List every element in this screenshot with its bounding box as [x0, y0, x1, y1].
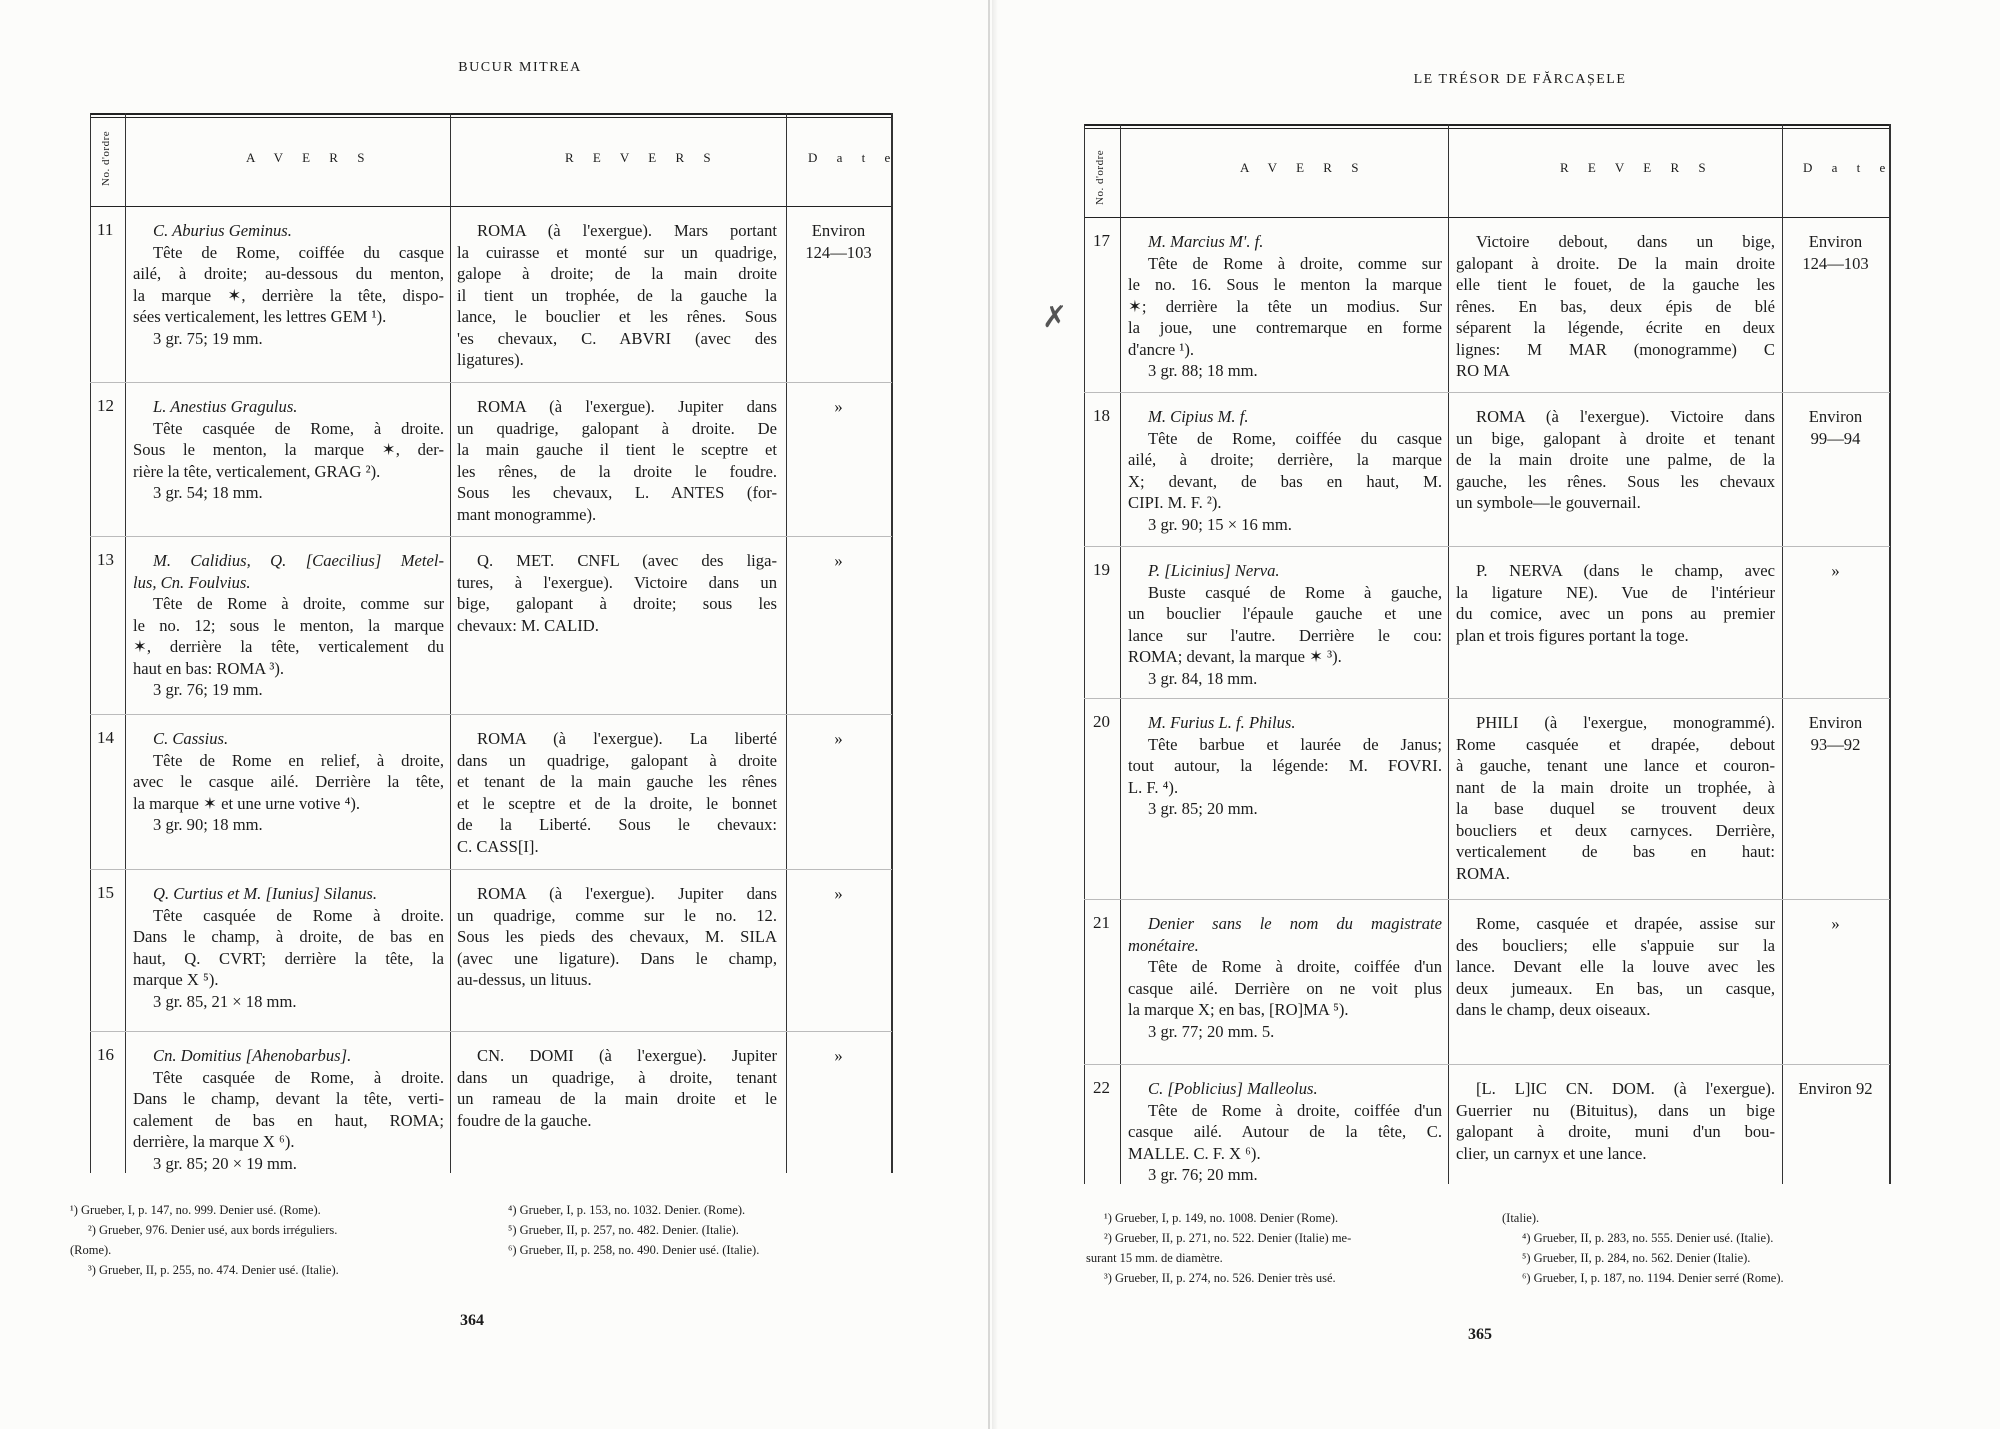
col-divider-no	[1120, 124, 1121, 1184]
footnote-line: ³) Grueber, II, p. 255, no. 474. Denier usé. (Italie).	[88, 1263, 339, 1277]
revers-cell	[457, 883, 777, 991]
avers-line: M. Furius L. f. Philus.	[1148, 713, 1296, 732]
avers-line: Tête de Rome à droite, coiffée d'un	[1148, 957, 1442, 976]
table-left-border	[90, 113, 91, 1173]
revers-line: galope à droite; de la main droite	[457, 264, 777, 283]
revers-line: Guerrier nu (Bituitus), dans un bige	[1456, 1100, 1775, 1120]
revers-line: boucliers et deux carnyces. Derrière,	[1456, 820, 1775, 840]
row-separator	[90, 869, 892, 870]
date-line: Environ	[811, 221, 866, 240]
row-separator	[1084, 1064, 1890, 1065]
revers-line: Victoire debout, dans un bige,	[1476, 232, 1775, 251]
avers-line: Denier sans le nom du magistrate	[1148, 914, 1442, 933]
revers-cell	[457, 220, 777, 371]
avers-line: haut en bas: ROMA ³).	[133, 658, 285, 678]
revers-line: un rameau de la main droite et le	[457, 1089, 777, 1108]
avers-line: Tête casquée de Rome à droite.	[153, 905, 444, 925]
avers-line: 3 gr. 90; 18 mm.	[153, 815, 263, 834]
column-header-date: D a t e	[808, 150, 899, 165]
row-separator	[1084, 392, 1890, 393]
avers-line: Sous le menton, la marque ✶, der-	[133, 440, 444, 459]
row-separator	[1084, 546, 1890, 547]
date-cell	[786, 220, 891, 263]
revers-line: ligatures).	[457, 350, 524, 369]
avers-line: ✶; derrière la tête un modius. Sur	[1128, 296, 1442, 316]
footnotes-right-col1	[1086, 1208, 1351, 1288]
revers-line: un quadrige, galopant à droite. De	[457, 418, 777, 438]
revers-line: et tenant de la main gauche les rênes	[457, 772, 777, 791]
revers-line: dans le champ, deux oiseaux.	[1456, 1000, 1651, 1019]
date-line: Environ	[1808, 232, 1863, 251]
revers-line: nant de la main droite un trophée, à	[1456, 777, 1775, 797]
footnote-line: ³) Grueber, II, p. 274, no. 526. Denier très usé.	[1104, 1271, 1336, 1285]
avers-line: lus, Cn. Foulvius.	[133, 572, 251, 592]
column-header-revers: R E V E R S	[1560, 160, 1714, 175]
footnote-line: ⁶) Grueber, I, p. 187, no. 1194. Denier serré (Rome).	[1522, 1271, 1784, 1285]
avers-line: monétaire.	[1128, 935, 1199, 955]
date-line: »	[1831, 914, 1840, 933]
avers-line: 3 gr. 85; 20 mm.	[1148, 799, 1258, 818]
avers-line: 3 gr. 76; 19 mm.	[153, 680, 263, 699]
revers-cell	[1456, 1078, 1775, 1164]
avers-line: la marque ✶, derrière la tête, dispo-	[133, 285, 444, 305]
revers-line: au-dessus, un lituus.	[457, 970, 592, 989]
date-line: »	[834, 1046, 843, 1065]
revers-cell	[457, 1045, 777, 1131]
revers-line: gauche, les rênes. Sous les chevaux	[1456, 471, 1775, 491]
row-number: 11	[97, 220, 114, 239]
avers-cell	[133, 1045, 444, 1174]
avers-cell	[133, 728, 444, 836]
date-line: »	[834, 884, 843, 903]
row-number: 17	[1093, 231, 1110, 250]
page-number: 365	[1468, 1326, 1492, 1343]
date-line: »	[834, 551, 843, 570]
avers-line: Tête de Rome, coiffée du casque	[1148, 428, 1442, 448]
table-top-rule-inner	[1084, 128, 1890, 129]
avers-line: ✶, derrière la tête, verticalement du	[133, 637, 444, 656]
avers-line: Dans le champ, devant la tête, verti-	[133, 1089, 444, 1108]
revers-cell	[1456, 231, 1775, 382]
revers-line: la cuirasse et monté sur un quadrige,	[457, 242, 777, 262]
col-divider-avers	[450, 113, 451, 1173]
revers-line: PHILI (à l'exergue, monogrammé).	[1476, 713, 1775, 732]
revers-line: Sous les chevaux, L. ANTES (for-	[457, 483, 777, 502]
avers-cell	[133, 220, 444, 349]
revers-line: deux jumeaux. En bas, un casque,	[1456, 978, 1775, 998]
revers-line: ROMA.	[1456, 863, 1510, 883]
page-number: 364	[460, 1312, 484, 1329]
row-separator	[90, 1031, 892, 1032]
avers-line: avec le casque ailé. Derrière la tête,	[133, 772, 444, 791]
date-cell	[1782, 1078, 1889, 1100]
revers-line: ROMA (à l'exergue). Victoire dans	[1476, 407, 1775, 426]
avers-cell	[133, 550, 444, 701]
revers-line: Rome casquée et drapée, debout	[1456, 734, 1775, 754]
pencil-margin-mark: ✗	[1042, 301, 1068, 334]
revers-cell	[457, 550, 777, 636]
avers-line: lance sur l'autre. Derrière le cou:	[1128, 625, 1442, 645]
revers-line: CN. DOMI (à l'exergue). Jupiter	[477, 1046, 777, 1065]
avers-line: tout autour, la légende: M. FOVRI.	[1128, 756, 1442, 775]
date-cell	[1782, 913, 1889, 935]
revers-line: ROMA (à l'exergue). La liberté	[477, 729, 777, 748]
revers-line: Sous les pieds des chevaux, M. SILA	[457, 927, 777, 946]
revers-line: à gauche, tenant une lance et couron-	[1456, 756, 1775, 775]
col-divider-revers	[786, 113, 787, 1173]
running-header: LE TRÉSOR DE FĂRCAȘELE	[1413, 72, 1627, 87]
row-number: 21	[1093, 913, 1110, 932]
table-top-rule-inner	[90, 117, 892, 118]
book-gutter-shadow	[992, 0, 998, 1429]
footnote-line: ⁵) Grueber, II, p. 257, no. 482. Denier. (Italie).	[508, 1223, 739, 1237]
date-line: Environ	[1808, 407, 1863, 426]
revers-cell	[1456, 560, 1775, 646]
avers-line: P. [Licinius] Nerva.	[1148, 561, 1280, 580]
date-line: »	[834, 397, 843, 416]
row-number: 19	[1093, 560, 1110, 579]
column-header-avers: A V E R S	[1240, 160, 1367, 175]
avers-cell	[1128, 913, 1442, 1042]
revers-line: un quadrige, comme sur le no. 12.	[457, 905, 777, 925]
avers-line: haut, Q. CVRT; derrière la tête, la	[133, 948, 444, 968]
avers-cell	[1128, 1078, 1442, 1186]
revers-line: la main gauche il tient le sceptre et	[457, 440, 777, 459]
revers-line: de la Liberté. Sous le chevaux:	[457, 815, 777, 834]
revers-line: galopant à droite, muni d'un bou-	[1456, 1122, 1775, 1141]
avers-line: 3 gr. 76; 20 mm.	[1148, 1165, 1258, 1184]
avers-line: sées verticalement, les lettres GEM ¹).	[133, 307, 387, 326]
avers-line: ROMA; devant, la marque ✶ ³).	[1128, 647, 1342, 666]
table-header-rule	[1084, 217, 1890, 218]
avers-line: Tête de Rome à droite, comme sur	[1148, 253, 1442, 273]
revers-line: RO MA	[1456, 361, 1510, 380]
row-separator	[1084, 698, 1890, 699]
date-line: 99—94	[1810, 428, 1861, 448]
date-line: Environ 92	[1798, 1079, 1873, 1098]
column-header-no: No. d'ordre	[100, 130, 112, 186]
date-cell	[786, 883, 891, 905]
avers-line: M. Cipius M. f.	[1148, 407, 1249, 426]
footnotes-left-col1	[70, 1200, 339, 1280]
table-right-border	[891, 113, 893, 1173]
revers-line: lignes: M MAR (monogramme) C	[1456, 339, 1775, 359]
avers-line: C. Cassius.	[153, 729, 229, 748]
date-line: 124—103	[805, 242, 872, 262]
footnote-line: (Rome).	[70, 1243, 112, 1257]
avers-line: X; devant, de bas en haut, M.	[1128, 471, 1442, 491]
revers-line: galopant à droite. De la main droite	[1456, 253, 1775, 273]
revers-line: elle tient le fouet, de la gauche les	[1456, 275, 1775, 294]
revers-line: P. NERVA (dans le champ, avec	[1476, 561, 1775, 580]
revers-line: dans un quadrige, galopant à droite	[457, 750, 777, 770]
date-line: 124—103	[1802, 253, 1869, 273]
row-separator	[90, 714, 892, 715]
revers-line: il tient un trophée, de la gauche la	[457, 285, 777, 305]
revers-line: un bige, galopant à droite et tenant	[1456, 428, 1775, 448]
row-separator	[90, 382, 892, 383]
revers-line: plan et trois figures portant la toge.	[1456, 625, 1689, 645]
avers-line: L. F. ⁴).	[1128, 777, 1179, 797]
revers-line: ROMA (à l'exergue). Jupiter dans	[477, 397, 777, 416]
table-top-rule	[1084, 124, 1890, 126]
date-line: »	[1831, 561, 1840, 580]
avers-line: Q. Curtius et M. [Iunius] Silanus.	[153, 884, 378, 903]
table-top-rule	[90, 113, 892, 115]
avers-line: Buste casqué de Rome à gauche,	[1148, 582, 1442, 602]
revers-line: de la main droite une palme, de la	[1456, 450, 1775, 469]
avers-line: casque ailé. Autour de la tête, C.	[1128, 1122, 1442, 1141]
date-line: »	[834, 729, 843, 748]
avers-cell	[133, 396, 444, 504]
avers-line: 3 gr. 77; 20 mm. 5.	[1148, 1021, 1275, 1041]
table-header-rule	[90, 206, 892, 207]
footnote-line: surant 15 mm. de diamètre.	[1086, 1251, 1223, 1265]
revers-cell	[457, 396, 777, 525]
avers-line: Tête de Rome, coiffée du casque	[153, 242, 444, 262]
avers-line: 3 gr. 75; 19 mm.	[153, 328, 263, 348]
avers-line: 3 gr. 90; 15 × 16 mm.	[1148, 514, 1292, 534]
date-cell	[1782, 712, 1889, 755]
avers-line: Tête casquée de Rome, à droite.	[153, 1067, 444, 1087]
avers-line: Dans le champ, à droite, de bas en	[133, 927, 444, 946]
revers-line: foudre de la gauche.	[457, 1110, 592, 1130]
footnote-line: ⁵) Grueber, II, p. 284, no. 562. Denier (Italie).	[1522, 1251, 1751, 1265]
row-number: 12	[97, 396, 114, 415]
row-number: 16	[97, 1045, 114, 1064]
revers-cell	[1456, 913, 1775, 1021]
avers-line: la joue, une contremarque en forme	[1128, 318, 1442, 337]
avers-line: le no. 16. Sous le menton la marque	[1128, 275, 1442, 294]
revers-line: [L. L]IC CN. DOM. (à l'exergue).	[1476, 1079, 1775, 1098]
col-divider-revers	[1782, 124, 1783, 1184]
revers-line: tures, à l'exergue). Victoire dans un	[457, 572, 777, 592]
avers-line: Tête de Rome à droite, coiffée d'un	[1148, 1100, 1442, 1120]
avers-line: 3 gr. 88; 18 mm.	[1148, 361, 1258, 380]
date-cell	[786, 1045, 891, 1067]
date-cell	[786, 396, 891, 418]
revers-line: les rênes, de la droite le foudre.	[457, 461, 777, 481]
footnote-line: ¹) Grueber, I, p. 149, no. 1008. Denier (Rome).	[1104, 1211, 1339, 1225]
revers-cell	[1456, 406, 1775, 514]
revers-line: clier, un carnyx et une lance.	[1456, 1143, 1647, 1163]
running-header: BUCUR MITREA	[458, 60, 582, 75]
revers-line: un symbole—le gouvernail.	[1456, 493, 1641, 512]
avers-line: MALLE. C. F. X ⁶).	[1128, 1143, 1261, 1163]
revers-line: lance. Devant elle la louve avec les	[1456, 957, 1775, 976]
revers-line: Rome, casquée et drapée, assise sur	[1476, 914, 1775, 933]
footnote-line: ²) Grueber, 976. Denier usé, aux bords irréguliers.	[88, 1223, 338, 1237]
avers-line: Tête casquée de Rome, à droite.	[153, 418, 444, 438]
avers-line: 3 gr. 85; 20 × 19 mm.	[153, 1153, 297, 1173]
row-number: 18	[1093, 406, 1110, 425]
footnote-line: ²) Grueber, II, p. 271, no. 522. Denier (Italie) me-	[1104, 1231, 1352, 1245]
avers-line: d'ancre ¹).	[1128, 339, 1195, 359]
footnote-line: ⁴) Grueber, I, p. 153, no. 1032. Denier. (Rome).	[508, 1203, 746, 1217]
avers-cell	[133, 883, 444, 1012]
revers-line: Q. MET. CNFL (avec des liga-	[477, 551, 777, 570]
avers-cell	[1128, 406, 1442, 535]
date-cell	[1782, 406, 1889, 449]
date-cell	[786, 728, 891, 750]
revers-line: rênes. En bas, deux épis de blé	[1456, 296, 1775, 316]
revers-line: ROMA (à l'exergue). Jupiter dans	[477, 884, 777, 903]
avers-line: M. Calidius, Q. [Caecilius] Metel-	[153, 551, 444, 570]
avers-line: Cn. Domitius [Ahenobarbus].	[153, 1046, 352, 1065]
date-cell	[786, 550, 891, 572]
avers-line: Tête barbue et laurée de Janus;	[1148, 734, 1442, 754]
avers-line: 3 gr. 85, 21 × 18 mm.	[153, 991, 297, 1011]
date-cell	[1782, 560, 1889, 582]
revers-line: lance, le bouclier et les rênes. Sous	[457, 307, 777, 326]
row-number: 14	[97, 728, 114, 747]
revers-line: et le sceptre et de la droite, le bonnet	[457, 793, 777, 813]
footnote-line: ⁴) Grueber, II, p. 283, no. 555. Denier usé. (Italie).	[1522, 1231, 1774, 1245]
revers-line: des boucliers; elle s'appuie sur la	[1456, 935, 1775, 955]
revers-line: bige, galopant à droite; sous les	[457, 594, 777, 613]
column-header-date: D a t e	[1803, 160, 1894, 175]
avers-cell	[1128, 231, 1442, 382]
revers-cell	[1456, 712, 1775, 884]
avers-cell	[1128, 560, 1442, 689]
avers-line: ailé, à droite; au-dessous du menton,	[133, 264, 444, 283]
avers-line: Tête de Rome en relief, à droite,	[153, 750, 444, 770]
book-spine	[988, 0, 990, 1429]
col-divider-avers	[1448, 124, 1449, 1184]
column-header-avers: A V E R S	[246, 150, 373, 165]
avers-line: 3 gr. 54; 18 mm.	[153, 483, 263, 502]
revers-line: verticalement de bas en haut:	[1456, 842, 1775, 861]
row-separator	[1084, 899, 1890, 900]
row-number: 15	[97, 883, 114, 902]
footnote-line: (Italie).	[1502, 1211, 1540, 1225]
avers-line: calement de bas en haut, ROMA;	[133, 1110, 444, 1130]
date-cell	[1782, 231, 1889, 274]
revers-cell	[457, 728, 777, 857]
revers-line: la ligature NE). Vue de l'intérieur	[1456, 582, 1775, 602]
revers-line: mant monogramme).	[457, 504, 597, 524]
avers-line: Tête de Rome à droite, comme sur	[153, 594, 444, 613]
revers-line: chevaux: M. CALID.	[457, 615, 599, 635]
table-left-border	[1084, 124, 1085, 1184]
revers-line: (avec une ligature). Dans le champ,	[457, 948, 777, 968]
avers-line: L. Anestius Gragulus.	[153, 397, 298, 416]
revers-line: la base duquel se trouvent deux	[1456, 799, 1775, 818]
avers-cell	[1128, 712, 1442, 820]
avers-line: CIPI. M. F. ²).	[1128, 493, 1222, 512]
col-divider-no	[125, 113, 126, 1173]
avers-line: marque X ⁵).	[133, 970, 219, 989]
avers-line: le no. 12; sous le menton, la marque	[133, 615, 444, 635]
revers-line: du comice, avec un pons au premier	[1456, 604, 1775, 623]
row-number: 13	[97, 550, 114, 569]
footnotes-left-col2	[508, 1200, 759, 1260]
revers-line: ROMA (à l'exergue). Mars portant	[477, 221, 777, 240]
avers-line: casque ailé. Derrière on ne voit plus	[1128, 978, 1442, 998]
avers-line: rière la tête, verticalement, GRAG ²).	[133, 461, 381, 481]
date-line: Environ	[1808, 713, 1863, 732]
revers-line: séparent la légende, écrite en deux	[1456, 318, 1775, 337]
row-number: 22	[1093, 1078, 1110, 1097]
footnote-line: ¹) Grueber, I, p. 147, no. 999. Denier usé. (Rome).	[70, 1203, 321, 1217]
date-line: 93—92	[1810, 734, 1861, 754]
row-separator	[90, 536, 892, 537]
revers-line: 'es chevaux, C. ABVRI (avec des	[457, 328, 777, 348]
row-number: 20	[1093, 712, 1110, 731]
revers-line: dans un quadrige, à droite, tenant	[457, 1067, 777, 1087]
avers-line: C. Aburius Geminus.	[153, 221, 292, 240]
avers-line: M. Marcius M'. f.	[1148, 232, 1264, 251]
avers-line: un bouclier l'épaule gauche et une	[1128, 604, 1442, 623]
avers-line: C. [Poblicius] Malleolus.	[1148, 1079, 1318, 1098]
column-header-no: No. d'ordre	[1094, 149, 1106, 205]
footnotes-right-col2	[1502, 1208, 1784, 1288]
revers-line: C. CASS[I].	[457, 836, 539, 856]
footnote-line: ⁶) Grueber, II, p. 258, no. 490. Denier usé. (Italie).	[508, 1243, 760, 1257]
table-right-border	[1889, 124, 1891, 1184]
avers-line: la marque ✶ et une urne votive ⁴).	[133, 793, 361, 813]
column-header-revers: R E V E R S	[565, 150, 719, 165]
avers-line: ailé, à droite; derrière, la marque	[1128, 450, 1442, 469]
avers-line: derrière, la marque X ⁶).	[133, 1132, 295, 1151]
avers-line: 3 gr. 84, 18 mm.	[1148, 668, 1258, 688]
avers-line: la marque X; en bas, [RO]MA ⁵).	[1128, 1000, 1349, 1019]
